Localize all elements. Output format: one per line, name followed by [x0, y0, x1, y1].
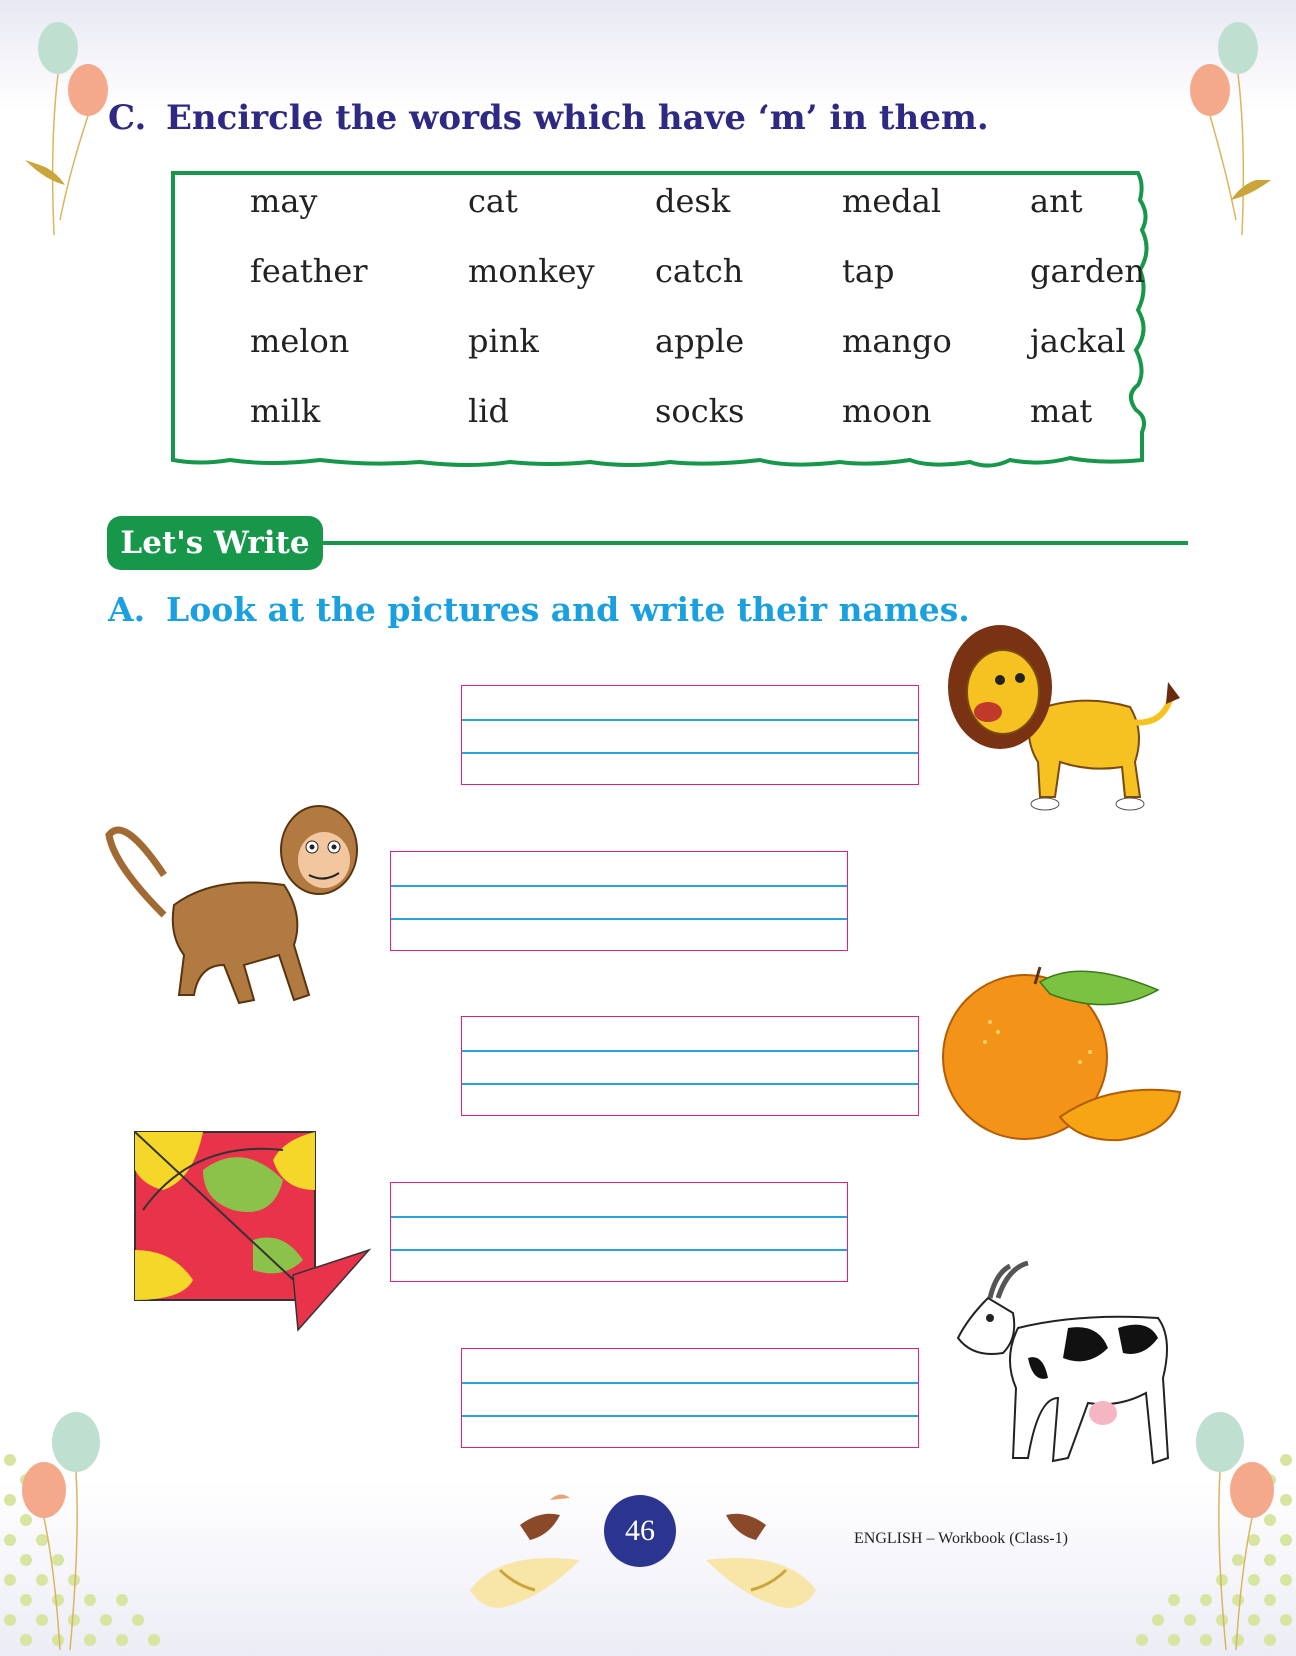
- page-number-badge: 46: [604, 1495, 676, 1567]
- name-writing-box-orange[interactable]: [461, 1016, 919, 1116]
- section-a-letter: A.: [108, 590, 146, 629]
- word-item[interactable]: catch: [655, 252, 744, 290]
- name-writing-box-lion[interactable]: [461, 685, 919, 785]
- lets-write-badge: Let's Write: [107, 516, 323, 570]
- bird-decoration-left: [460, 1490, 590, 1610]
- word-item[interactable]: jackal: [1030, 322, 1126, 360]
- section-a-heading: [108, 590, 970, 629]
- word-item[interactable]: melon: [250, 322, 350, 360]
- word-item[interactable]: garden: [1030, 252, 1145, 290]
- word-item[interactable]: ant: [1030, 182, 1083, 220]
- name-writing-box-monkey[interactable]: [390, 851, 848, 951]
- word-grid-box: [170, 170, 1185, 470]
- word-item[interactable]: may: [250, 182, 318, 220]
- balloons-top-left-decoration: [20, 20, 120, 240]
- balloons-top-right-decoration: [1176, 20, 1276, 240]
- word-item[interactable]: tap: [842, 252, 895, 290]
- word-item[interactable]: mango: [842, 322, 952, 360]
- section-a-instruction: Look at the pictures and write their names.: [166, 590, 970, 629]
- bird-decoration-right: [696, 1490, 826, 1610]
- monkey-illustration: [104, 795, 364, 1015]
- goat-illustration: [948, 1258, 1188, 1483]
- lets-write-divider: [320, 541, 1188, 545]
- word-item[interactable]: monkey: [468, 252, 595, 290]
- balloons-bottom-left-decoration: [0, 1400, 200, 1656]
- section-c-heading: [108, 98, 989, 138]
- orange-illustration: [940, 962, 1185, 1147]
- lion-illustration: [940, 612, 1190, 822]
- name-writing-box-goat[interactable]: [461, 1348, 919, 1448]
- word-item[interactable]: pink: [468, 322, 539, 360]
- word-item[interactable]: feather: [250, 252, 368, 290]
- book-title-footer: ENGLISH – Workbook (Class-1): [854, 1530, 1068, 1547]
- word-item[interactable]: lid: [468, 392, 509, 430]
- word-item[interactable]: desk: [655, 182, 731, 220]
- section-c-instruction: Encircle the words which have ‘m’ in them.: [166, 98, 989, 138]
- name-writing-box-kite[interactable]: [390, 1182, 848, 1282]
- word-item[interactable]: milk: [250, 392, 321, 430]
- word-item[interactable]: socks: [655, 392, 745, 430]
- word-item[interactable]: apple: [655, 322, 745, 360]
- word-item[interactable]: moon: [842, 392, 932, 430]
- word-item[interactable]: mat: [1030, 392, 1093, 430]
- word-item[interactable]: cat: [468, 182, 518, 220]
- section-c-letter: C.: [108, 98, 147, 138]
- word-item[interactable]: medal: [842, 182, 942, 220]
- kite-illustration: [133, 1130, 373, 1335]
